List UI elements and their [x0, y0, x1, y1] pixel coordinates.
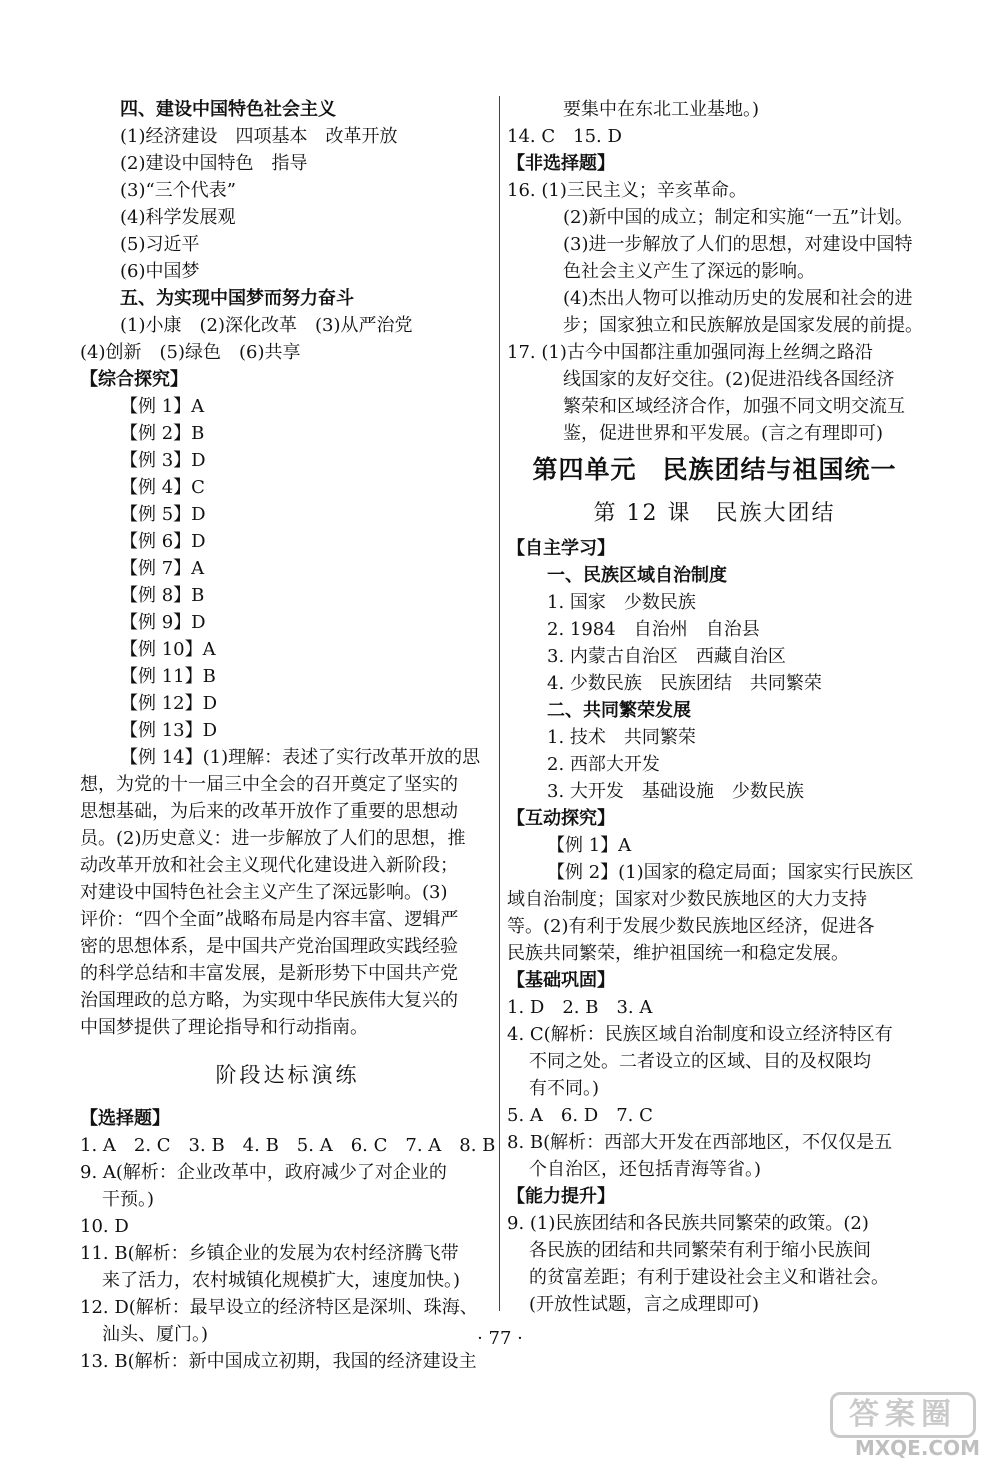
page-number: · 77 · — [477, 1328, 523, 1349]
right-line: 【基础巩固】 — [507, 970, 615, 991]
right-line: 3. 内蒙古自治区 西藏自治区 — [547, 646, 786, 667]
left-line: 【例 11】B — [120, 666, 216, 687]
right-line: (4)杰出人物可以推动历史的发展和社会的进 — [563, 288, 913, 309]
right-line: 【非选择题】 — [507, 153, 615, 174]
right-line: 1. 技术 共同繁荣 — [547, 727, 696, 748]
right-line: 各民族的团结和共同繁荣有利于缩小民族间 — [529, 1240, 871, 1261]
left-line: 想，为党的十一届三中全会的召开奠定了坚实的 — [80, 774, 458, 795]
right-column — [507, 96, 922, 1318]
left-line: 13. B(解析：新中国成立初期，我国的经济建设主 — [80, 1351, 477, 1372]
left-line: 动改革开放和社会主义现代化建设进入新阶段； — [80, 855, 458, 876]
watermark-url: MXQE.COM — [854, 1436, 980, 1460]
right-line: 1. 国家 少数民族 — [547, 592, 696, 613]
right-line: 4. C(解析：民族区域自治制度和设立经济特区有 — [507, 1024, 893, 1045]
right-line: 不同之处。二者设立的区域、目的及权限均 — [529, 1051, 871, 1072]
right-line: 【互动探究】 — [507, 808, 615, 829]
left-line: 【例 3】D — [120, 450, 206, 471]
right-line: 色社会主义产生了深远的影响。 — [563, 261, 815, 282]
left-line: (1)小康 (2)深化改革 (3)从严治党 — [120, 315, 413, 336]
right-line: 一、民族区域自治制度 — [547, 565, 727, 586]
right-line: 域自治制度；国家对少数民族地区的大力支持 — [507, 889, 867, 910]
left-line: 对建设中国特色社会主义产生了深远影响。(3) — [80, 882, 448, 903]
left-line: 【例 7】A — [120, 558, 205, 579]
left-line: 【例 2】B — [120, 423, 205, 444]
left-line: 来了活力，农村城镇化规模扩大，速度加快。) — [102, 1270, 461, 1291]
left-line: (5)习近平 — [120, 234, 200, 255]
left-line: 【综合探究】 — [80, 369, 188, 390]
left-line: (1)经济建设 四项基本 改革开放 — [120, 126, 398, 147]
right-line: 17. (1)古今中国都注重加强同海上丝绸之路沿 — [507, 342, 873, 363]
right-line: 3. 大开发 基础设施 少数民族 — [547, 781, 804, 802]
right-line: 16. (1)三民主义；辛亥革命。 — [507, 180, 747, 201]
right-line: (3)进一步解放了人们的思想，对建设中国特 — [563, 234, 913, 255]
left-line: 汕头、厦门。) — [102, 1324, 209, 1345]
left-line: 员。(2)历史意义：进一步解放了人们的思想，推 — [80, 828, 466, 849]
right-line: (2)新中国的成立；制定和实施“一五”计划。 — [563, 207, 913, 228]
left-line: 10. D — [80, 1216, 129, 1237]
right-line: 民族共同繁荣，维护祖国统一和稳定发展。 — [507, 943, 849, 964]
right-line: 繁荣和区域经济合作，加强不同文明交流互 — [563, 396, 905, 417]
right-line: 步；国家独立和民族解放是国家发展的前提。 — [563, 315, 923, 336]
right-line: 的贫富差距；有利于建设社会主义和谐社会。 — [529, 1267, 889, 1288]
left-line: 【例 10】A — [120, 639, 216, 660]
right-line: 线国家的友好交往。(2)促进沿线各国经济 — [563, 369, 895, 390]
right-line: 个自治区，还包括青海等省。) — [529, 1159, 762, 1180]
right-line: 要集中在东北工业基地。) — [563, 99, 760, 120]
left-line: 五、为实现中国梦而努力奋斗 — [120, 288, 354, 309]
left-line: (4)科学发展观 — [120, 207, 236, 228]
right-line: 第 12 课 民族大团结 — [593, 501, 836, 526]
left-line: 评价：“四个全面”战略布局是内容丰富、逻辑严 — [80, 909, 459, 930]
left-line: 9. A(解析：企业改革中，政府减少了对企业的 — [80, 1162, 447, 1183]
right-line: 鉴，促进世界和平发展。(言之有理即可) — [563, 423, 884, 444]
right-line: 【自主学习】 — [507, 538, 615, 559]
left-line: 【例 8】B — [120, 585, 205, 606]
left-line: 治国理政的总方略，为实现中华民族伟大复兴的 — [80, 990, 458, 1011]
left-line: (3)“三个代表” — [120, 180, 236, 201]
left-line: 11. B(解析：乡镇企业的发展为农村经济腾飞带 — [80, 1243, 459, 1264]
left-line: 阶段达标演练 — [215, 1063, 360, 1087]
left-line: 【例 5】D — [120, 504, 206, 525]
left-line: (2)建设中国特色 指导 — [120, 153, 308, 174]
left-line: 密的思想体系，是中国共产党治国理政实践经验 — [80, 936, 458, 957]
left-line: (4)创新 (5)绿色 (6)共享 — [80, 342, 301, 363]
left-line: (6)中国梦 — [120, 261, 200, 282]
right-line: 【例 1】A — [547, 835, 632, 856]
right-line: 第四单元 民族团结与祖国统一 — [532, 455, 897, 484]
right-line: 8. B(解析：西部大开发在西部地区，不仅仅是五 — [507, 1132, 893, 1153]
left-line: 【选择题】 — [80, 1108, 170, 1129]
left-line: 【例 1】A — [120, 396, 205, 417]
left-line: 中国梦提供了理论指导和行动指南。 — [80, 1017, 368, 1038]
left-line: 思想基础，为后来的改革开放作了重要的思想动 — [80, 801, 458, 822]
right-line: 2. 西部大开发 — [547, 754, 660, 775]
watermark-logo: 答案圈 — [830, 1392, 976, 1438]
right-line: 2. 1984 自治州 自治县 — [547, 619, 760, 640]
right-line: 1. D 2. B 3. A — [507, 997, 653, 1018]
left-line: 干预。) — [102, 1189, 155, 1210]
right-line: 9. (1)民族团结和各民族共同繁荣的政策。(2) — [507, 1213, 869, 1234]
left-line: 四、建设中国特色社会主义 — [120, 99, 336, 120]
left-line: 【例 13】D — [120, 720, 218, 741]
left-line: 1. A 2. C 3. B 4. B 5. A 6. C 7. A 8. B — [80, 1135, 496, 1156]
left-line: 【例 9】D — [120, 612, 206, 633]
left-line: 的科学总结和丰富发展，是新形势下中国共产党 — [80, 963, 458, 984]
left-line: 【例 4】C — [120, 477, 205, 498]
right-line: 二、共同繁荣发展 — [547, 700, 691, 721]
right-line: 【例 2】(1)国家的稳定局面；国家实行民族区 — [547, 862, 914, 883]
right-line: 有不同。) — [529, 1078, 600, 1099]
left-line: 12. D(解析：最早设立的经济特区是深圳、珠海、 — [80, 1297, 478, 1318]
left-line: 【例 14】(1)理解：表述了实行改革开放的思 — [120, 747, 481, 768]
right-line: 5. A 6. D 7. C — [507, 1105, 653, 1126]
left-line: 【例 12】D — [120, 693, 218, 714]
right-line: 【能力提升】 — [507, 1186, 615, 1207]
right-line: (开放性试题，言之成理即可) — [529, 1294, 760, 1315]
right-line: 等。(2)有利于发展少数民族地区经济，促进各 — [507, 916, 875, 937]
left-column — [80, 96, 495, 1375]
left-line: 【例 6】D — [120, 531, 206, 552]
watermark — [810, 1392, 980, 1462]
column-divider — [499, 96, 500, 1311]
right-line: 14. C 15. D — [507, 126, 622, 147]
right-line: 4. 少数民族 民族团结 共同繁荣 — [547, 673, 822, 694]
